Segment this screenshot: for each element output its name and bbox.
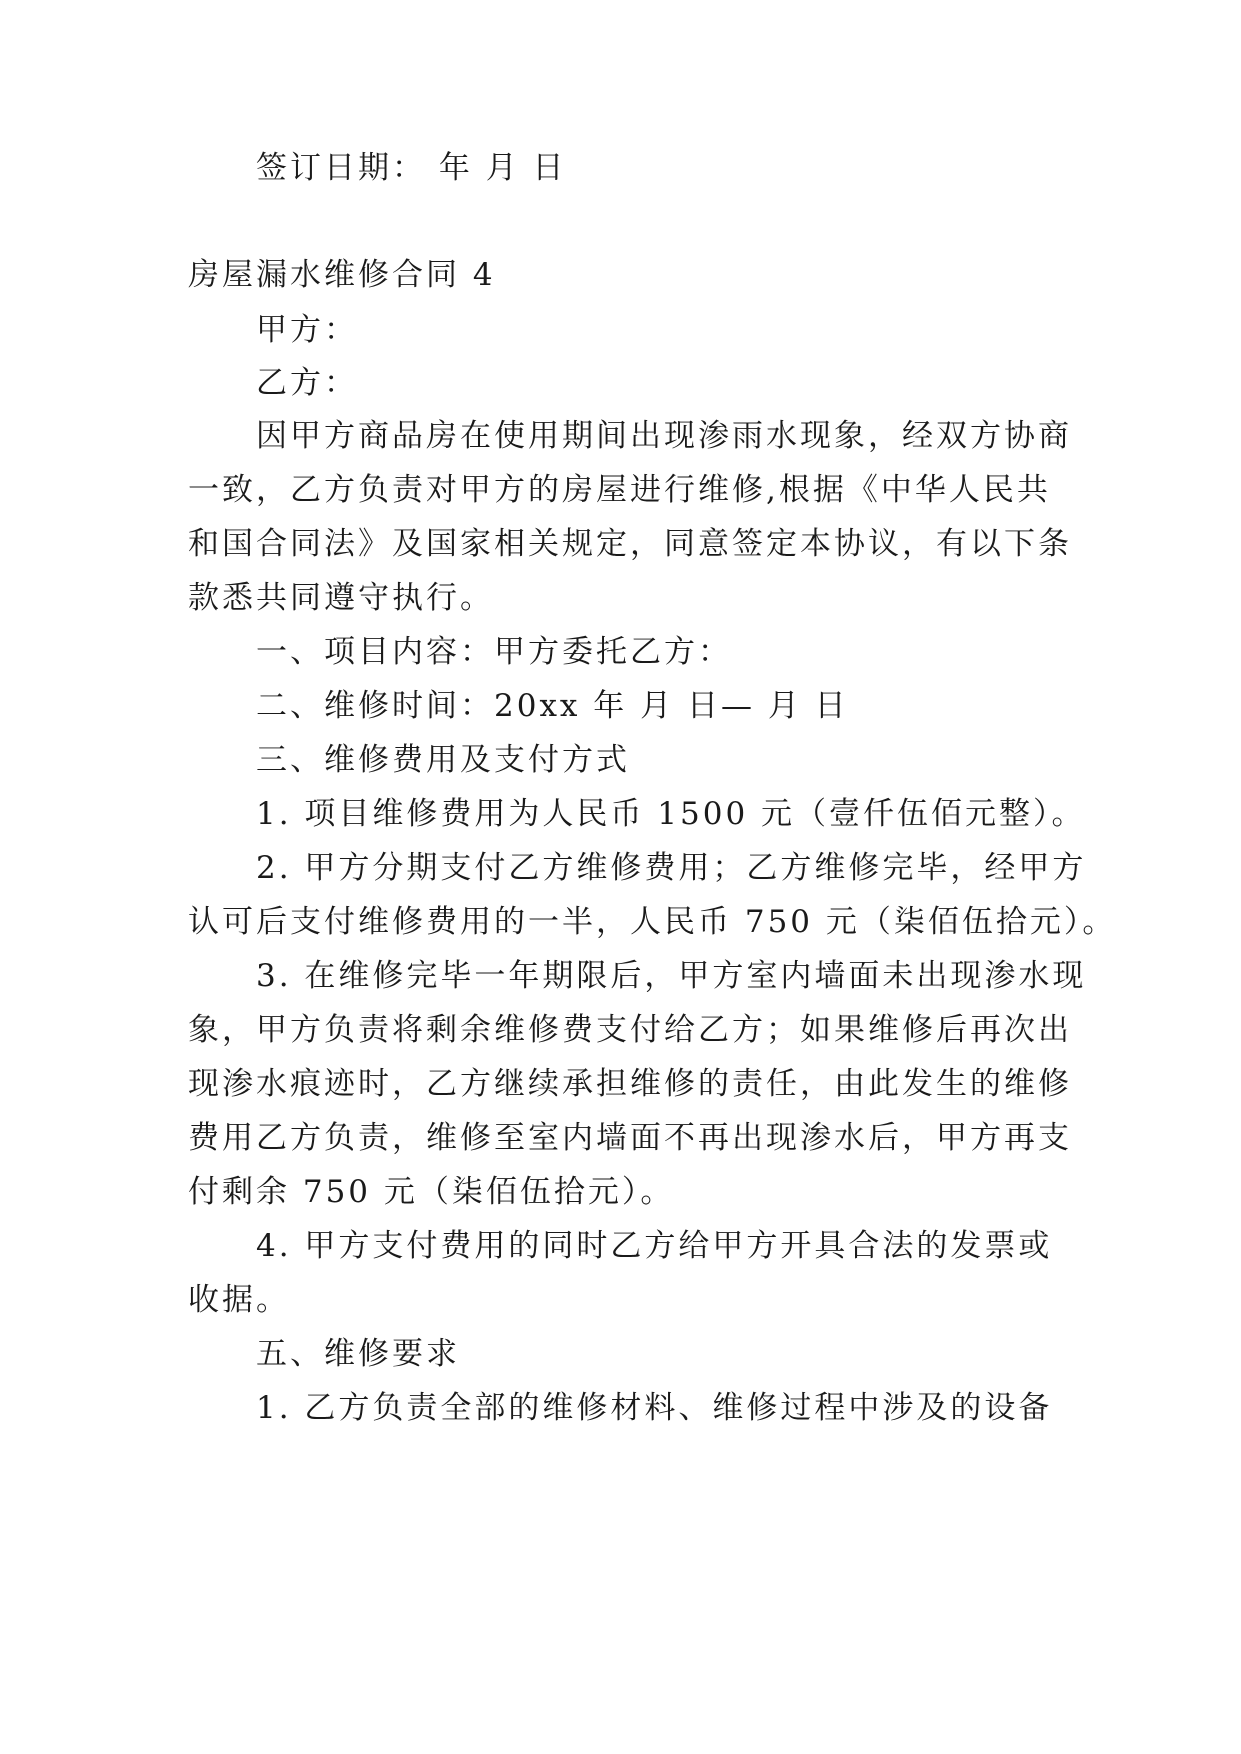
clause-3-line: 付剩余 750 元（柒佰伍拾元）。	[188, 1174, 675, 1210]
item-1-line: 一、项目内容：甲方委托乙方：	[256, 634, 732, 670]
item-5-line: 五、维修要求	[256, 1336, 460, 1372]
intro-line: 因甲方商品房在使用期间出现渗雨水现象，经双方协商	[256, 418, 1072, 454]
intro-line: 和国合同法》及国家相关规定，同意签定本协议，有以下条	[188, 526, 1072, 562]
intro-line: 款悉共同遵守执行。	[188, 580, 494, 616]
clause-3-line: 象，甲方负责将剩余维修费支付给乙方；如果维修后再次出	[188, 1012, 1072, 1048]
sign-date-line: 签订日期： 年 月 日	[256, 150, 567, 186]
party-a-line: 甲方：	[256, 312, 358, 348]
clause-1-line: 1. 项目维修费用为人民币 1500 元（壹仟伍佰元整）。	[256, 796, 1086, 832]
clause-3-line: 现渗水痕迹时，乙方继续承担维修的责任，由此发生的维修	[188, 1066, 1072, 1102]
party-b-line: 乙方：	[256, 365, 358, 401]
item-2-line: 二、维修时间：20xx 年 月 日— 月 日	[256, 688, 849, 724]
contract-title: 房屋漏水维修合同 4	[188, 257, 496, 293]
intro-line: 一致，乙方负责对甲方的房屋进行维修,根据《中华人民共	[188, 472, 1051, 508]
clause-3-line: 3. 在维修完毕一年期限后，甲方室内墙面未出现渗水现	[256, 958, 1087, 994]
clause-2-line: 2. 甲方分期支付乙方维修费用；乙方维修完毕，经甲方	[256, 850, 1087, 886]
item-5-clause-1-line: 1. 乙方负责全部的维修材料、维修过程中涉及的设备	[256, 1390, 1053, 1426]
clause-4-line: 4. 甲方支付费用的同时乙方给甲方开具合法的发票或	[256, 1228, 1053, 1264]
clause-4-line: 收据。	[188, 1282, 290, 1318]
item-3-line: 三、维修费用及支付方式	[256, 742, 630, 778]
clause-3-line: 费用乙方负责，维修至室内墙面不再出现渗水后，甲方再支	[188, 1120, 1072, 1156]
clause-2-line: 认可后支付维修费用的一半，人民币 750 元（柒佰伍拾元）。	[188, 904, 1117, 940]
